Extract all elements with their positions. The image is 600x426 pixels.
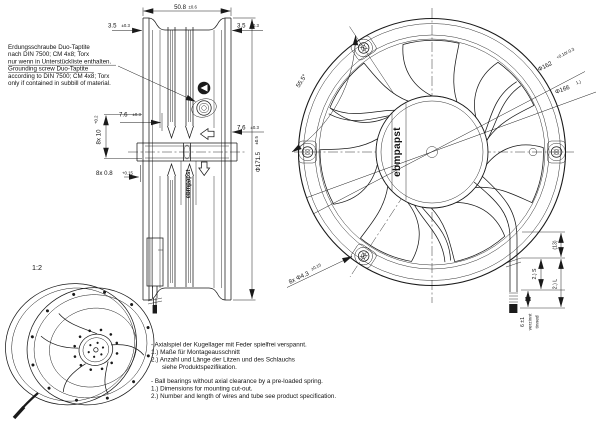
note-de-2: 1.) Maße für Montageausschnitt xyxy=(151,349,240,356)
label-tinned-de: verzinnt xyxy=(528,313,534,331)
hub-logo: ebmpapst xyxy=(392,127,403,177)
grounding-note-line5: according to DIN 7500; CM 4x8; Torx xyxy=(8,72,110,80)
dim-wire-tinned-length: 6 ±1 xyxy=(520,316,526,328)
note-de-4: siehe Produktspezifikation. xyxy=(162,364,237,371)
dim-depth-tol: ±0.6 xyxy=(188,4,197,10)
dim-ribs-value: 8x 10 xyxy=(95,129,103,145)
dim-wire-length: 2.) L xyxy=(552,278,559,290)
dim-gap-tol: +0.15 xyxy=(122,170,133,176)
dim-gap-value: 8x 0.8 xyxy=(96,170,113,177)
dim-ribs-tol: +0.2 xyxy=(93,115,99,124)
label-tinned-en: tinned xyxy=(535,315,541,329)
grounding-symbol-icon xyxy=(198,82,211,95)
grounding-note-line3: nur wenn in Unterstückliste enthalten. xyxy=(8,58,112,66)
dim-wire-tube: 2.) S xyxy=(532,268,538,280)
dim-angle: 55.5° xyxy=(294,73,309,90)
dim-mount-holes-tol: ±0.15 xyxy=(310,262,322,272)
dim-flange-left-tol: ±0.3 xyxy=(121,23,130,28)
scale-label: 1:2 xyxy=(32,263,42,272)
dim-flange-right-tol: ±0.3 xyxy=(250,23,259,28)
dim-hole-left-tol: ±0.3 xyxy=(132,112,141,117)
dim-hole-left-value: 7.6 xyxy=(119,111,128,119)
dim-hole-right-value: 7.6 xyxy=(237,124,246,132)
dim-flange-right-value: 3.5 xyxy=(237,22,246,30)
dim-inner-dia-tol: +0.10/-0.3 xyxy=(555,46,576,61)
note-en-2: 1.) Dimensions for mounting cut-out. xyxy=(151,385,253,393)
dim-mount-holes-value: 8x Φ4.3 xyxy=(287,270,311,286)
dim-depth-value: 50.8 xyxy=(174,4,186,11)
grounding-note-line6: only if contained in subbill of material. xyxy=(8,80,111,87)
note-en-3: 2.) Number and length of wires and tube see product specification. xyxy=(151,393,337,400)
dim-hole-right-tol: ±0.3 xyxy=(250,125,259,130)
dim-outer-dia-tol: ±0.5 xyxy=(253,136,259,145)
dim-inner-dia-value: Φ162 xyxy=(536,60,554,74)
side-view-logo: ebmpapst xyxy=(185,169,192,199)
grounding-note-line2: nach DIN 7500; CM 4x8; Torx xyxy=(8,51,90,59)
grounding-note-line1: Erdungsschraube Duo-Taptite xyxy=(8,44,90,51)
dim-cutout-dia-tol: 1.) xyxy=(575,79,582,86)
note-de-3: 2.) Anzahl und Länge der Litzen und des Schlauchs xyxy=(151,356,295,364)
dim-wire-exit: (13) xyxy=(552,240,559,250)
dim-flange-left-value: 3.5 xyxy=(108,22,117,30)
note-de-1: - Axialspiel der Kugellager mit Feder spielfrei verspannt. xyxy=(151,341,307,349)
dim-outer-dia-value: Φ171.5 xyxy=(255,151,262,173)
note-en-1: - Ball bearings without axial clearance by a pre-loaded spring. xyxy=(151,378,323,385)
grounding-note-line4: Grounding screw Duo-Taptite xyxy=(8,65,89,73)
dim-cutout-dia-value: Φ166 xyxy=(554,83,571,96)
